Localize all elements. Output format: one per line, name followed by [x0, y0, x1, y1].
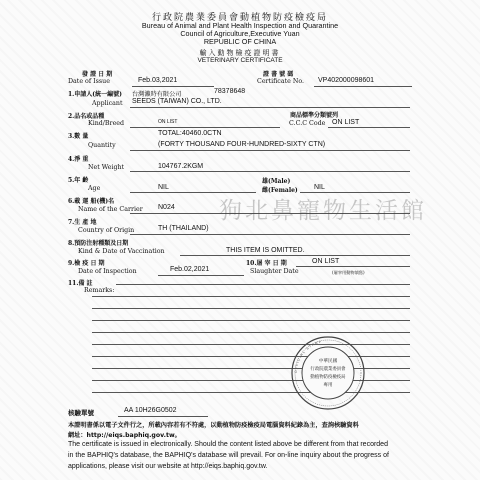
quantity-value: TOTAL:40460.0CTN [158, 130, 222, 137]
quantity-words: (FORTY THOUSAND FOUR-HUNDRED-SIXTY CTN) [158, 141, 326, 148]
verify-value: AA 10H26G0502 [124, 407, 177, 414]
remarks-label-en: Remarks: [84, 287, 115, 294]
applicant-label-zh: 1.申請人(統一編號) [68, 91, 122, 98]
carrier-label-zh: 6.載 運 船(機)名 [68, 198, 115, 205]
issue-date-label-en: Date of Issue [68, 78, 110, 85]
quantity-label-en: Quantity [88, 142, 116, 149]
certificate-title-en: VETERINARY CERTIFICATE [197, 57, 283, 64]
weight-label-en: Net Weight [88, 164, 125, 171]
applicant-label-en: Applicant [92, 100, 123, 107]
ccc-value: ON LIST [332, 119, 360, 126]
male-label: 雄(Male) [262, 178, 291, 185]
agency-title-en-1: Bureau of Animal and Plant Health Inspection and Quarantine [141, 21, 339, 30]
female-label: 雌(Female) [262, 187, 298, 194]
origin-label-zh: 7.生 產 地 [68, 219, 97, 226]
official-stamp [290, 335, 366, 411]
age-value: NIL [158, 184, 169, 191]
origin-value: TH (THAILAND) [158, 225, 209, 232]
agency-title-en-2: Council of Agriculture,Executive Yuan [180, 29, 300, 38]
weight-value: 104767.2KGM [158, 163, 204, 170]
inspection-label-en: Date of Inspection [78, 268, 137, 275]
carrier-label-en: Name of the Carrier [78, 206, 143, 213]
slaughter-label-zh: 10.屠 宰 日 期 [246, 260, 287, 267]
cert-no-label-zh: 證 書 號 碼 [263, 71, 294, 78]
stamp-line-2: 行政院農業委員會 [310, 367, 346, 372]
kind-label-en: Kind/Breed [88, 120, 125, 127]
applicant-value-en: SEEDS (TAIWAN) CO., LTD. [132, 98, 222, 105]
notice-en-3: applications, please visit our website at http://eiqs.baphiq.gov.tw. [68, 463, 268, 470]
kind-label-zh: 2.品名或品種 [68, 113, 105, 120]
notice-en-2: in the BAPHIQ's database, the BAPHIQ's database will prevail. For on-line inquiry about the progress of [68, 452, 389, 459]
cert-no-value: VP402000098601 [318, 77, 375, 84]
ccc-label-en: C.C.C Code [289, 120, 326, 127]
verify-label: 核驗單號 [68, 409, 94, 417]
carrier-value: N024 [158, 204, 175, 211]
origin-label-en: Country of Origin [78, 227, 135, 234]
inspection-value: Feb.02,2021 [170, 266, 210, 273]
slaughter-label-en: Slaughter Date [250, 268, 299, 275]
stamp-ring-text: OFFICIAL STAMP [293, 339, 323, 374]
agency-title-zh: 行政院農業委員會動植物防疫檢疫局 [151, 13, 328, 23]
inspection-label-zh: 9.檢 疫 日 期 [68, 260, 105, 267]
age-label-zh: 5.年 齡 [68, 177, 89, 184]
stamp-line-3: 動植物防疫檢疫局 [310, 375, 346, 380]
vaccination-label-en: Kind & Date of Vaccination [78, 248, 165, 255]
quantity-label-zh: 3.數 量 [68, 133, 89, 140]
slaughter-value: ON LIST [312, 258, 340, 265]
vaccination-value: THIS ITEM IS OMITTED. [226, 247, 305, 254]
female-value: NIL [314, 184, 325, 191]
notice-en-1: The certificate is issued in electronically. Should the content listed above be different from that recorded [68, 441, 388, 448]
stamp-line-1: 中華民國 [318, 359, 338, 364]
kind-value: ON LIST [158, 119, 178, 125]
ccc-label-zh: 商品標準分類號列 [290, 112, 339, 119]
stamp-line-4: 專用 [323, 383, 333, 388]
remarks-label-zh: 11.備 註 [68, 280, 93, 287]
weight-label-zh: 4.淨 重 [68, 156, 89, 163]
cert-no-label-en: Certificate No. [257, 78, 305, 85]
applicant-value-zh: 台灣瀨時有限公司 [132, 91, 182, 98]
age-label-en: Age [88, 185, 101, 192]
issue-date-value: Feb.03,2021 [138, 77, 178, 84]
agency-title-en-3: REPUBLIC OF CHINA [203, 37, 277, 46]
certificate-title-zh: 輸入動物檢疫證明書 [199, 49, 281, 57]
notice-zh-1: 本證明書係以電子文件行之，所載內容若有不符處，以動植物防疫檢疫局電腦資料紀錄為主，查詢核驗資料 [68, 422, 359, 429]
watermark: 狗北鼻寵物生活館 [219, 198, 427, 224]
issue-date-label-zh: 發 證 日 期 [82, 71, 113, 78]
slaughter-note: (屠宰用動物填寫) [332, 270, 365, 275]
applicant-id: 78378648 [214, 88, 246, 95]
notice-zh-2: 網址：http://eiqs.baphiq.gov.tw。 [68, 432, 181, 439]
vaccination-label-zh: 8.預防注射種類及日期 [68, 240, 129, 247]
